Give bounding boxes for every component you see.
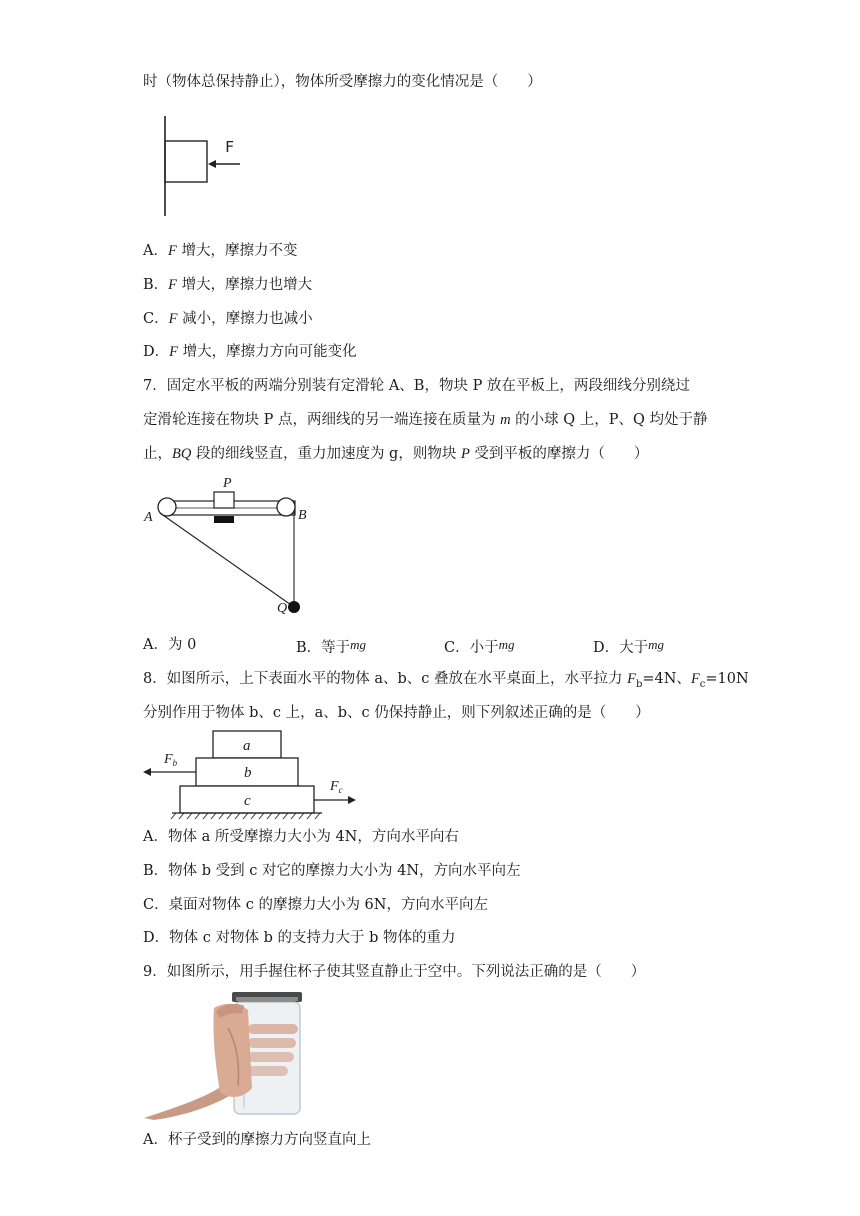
q7-option-c: C．小于mg xyxy=(444,637,515,656)
q7-pulley-b xyxy=(277,498,295,516)
q7-label-p: P xyxy=(223,476,232,491)
q6-option-c: C．F 减小，摩擦力也减小 xyxy=(143,311,313,327)
q8-option-a: A．物体 a 所受摩擦力大小为 4N，方向水平向右 xyxy=(143,829,459,845)
q7-option-a: A．为 0 xyxy=(143,637,197,653)
q8-figure xyxy=(140,727,370,821)
q7-ball-q xyxy=(288,601,300,613)
q7-string-aq xyxy=(160,513,294,607)
q8-label-fc: $F_c$ xyxy=(330,779,343,795)
q6-figure xyxy=(150,112,260,220)
q7-block-p xyxy=(214,492,234,508)
q8-option-b: B．物体 b 受到 c 对它的摩擦力大小为 4N，方向水平向左 xyxy=(143,863,521,879)
q8-stem-line2: 分别作用于物体 b、c 上，a、b、c 仍保持静止，则下列叙述正确的是（ ） xyxy=(143,705,650,721)
q6-block xyxy=(165,141,207,182)
q8-label-b: b xyxy=(244,765,252,781)
q7-figure xyxy=(140,474,310,624)
q7-label-a: A xyxy=(144,510,153,525)
q8-stem-line1: 8．如图所示，上下表面水平的物体 a、b、c 叠放在水平桌面上，水平拉力 $F_b=4N$、$F_c=10N$ xyxy=(143,671,749,690)
q7-label-b: B xyxy=(298,508,307,523)
q6-stem: 时（物体总保持静止），物体所受摩擦力的变化情况是（ ） xyxy=(143,74,542,90)
q9-option-a: A．杯子受到的摩擦力方向竖直向上 xyxy=(143,1132,371,1148)
q6-option-d: D．F 增大，摩擦力方向可能变化 xyxy=(143,344,357,360)
q8-option-c: C．桌面对物体 c 的摩擦力大小为 6N，方向水平向左 xyxy=(143,897,488,913)
q7-stem-line3: 止，BQ 段的细线竖直，重力加速度为 g，则物块 P 受到平板的摩擦力（ ） xyxy=(143,446,649,462)
q7-stem-line2: 定滑轮连接在物块 P 点，两细线的另一端连接在质量为 m 的小球 Q 上，P、Q 均处于静 xyxy=(143,412,708,428)
q8-label-c: c xyxy=(244,793,251,809)
q7-support xyxy=(214,516,234,523)
q7-label-q: Q xyxy=(277,601,288,616)
q7-stem-line1: 7．固定水平板的两端分别装有定滑轮 A、B，物块 P 放在平板上，两段细线分别绕过 xyxy=(143,378,690,394)
q6-option-b: B．F 增大，摩擦力也增大 xyxy=(143,277,313,293)
q7-option-b: B．等于mg xyxy=(296,637,367,656)
q9-photo-hand-holding-cup xyxy=(144,988,314,1120)
q6-option-a: A．F 增大，摩擦力不变 xyxy=(143,243,298,259)
q8-label-a: a xyxy=(243,738,251,754)
q8-label-fb: $F_b$ xyxy=(164,752,178,768)
q9-stem: 9．如图所示，用手握住杯子使其竖直静止于空中。下列说法正确的是（ ） xyxy=(143,964,646,980)
q7-option-d: D．大于mg xyxy=(593,637,665,656)
q8-option-d: D．物体 c 对物体 b 的支持力大于 b 物体的重力 xyxy=(143,930,456,946)
q6-force-label: F xyxy=(225,138,235,156)
